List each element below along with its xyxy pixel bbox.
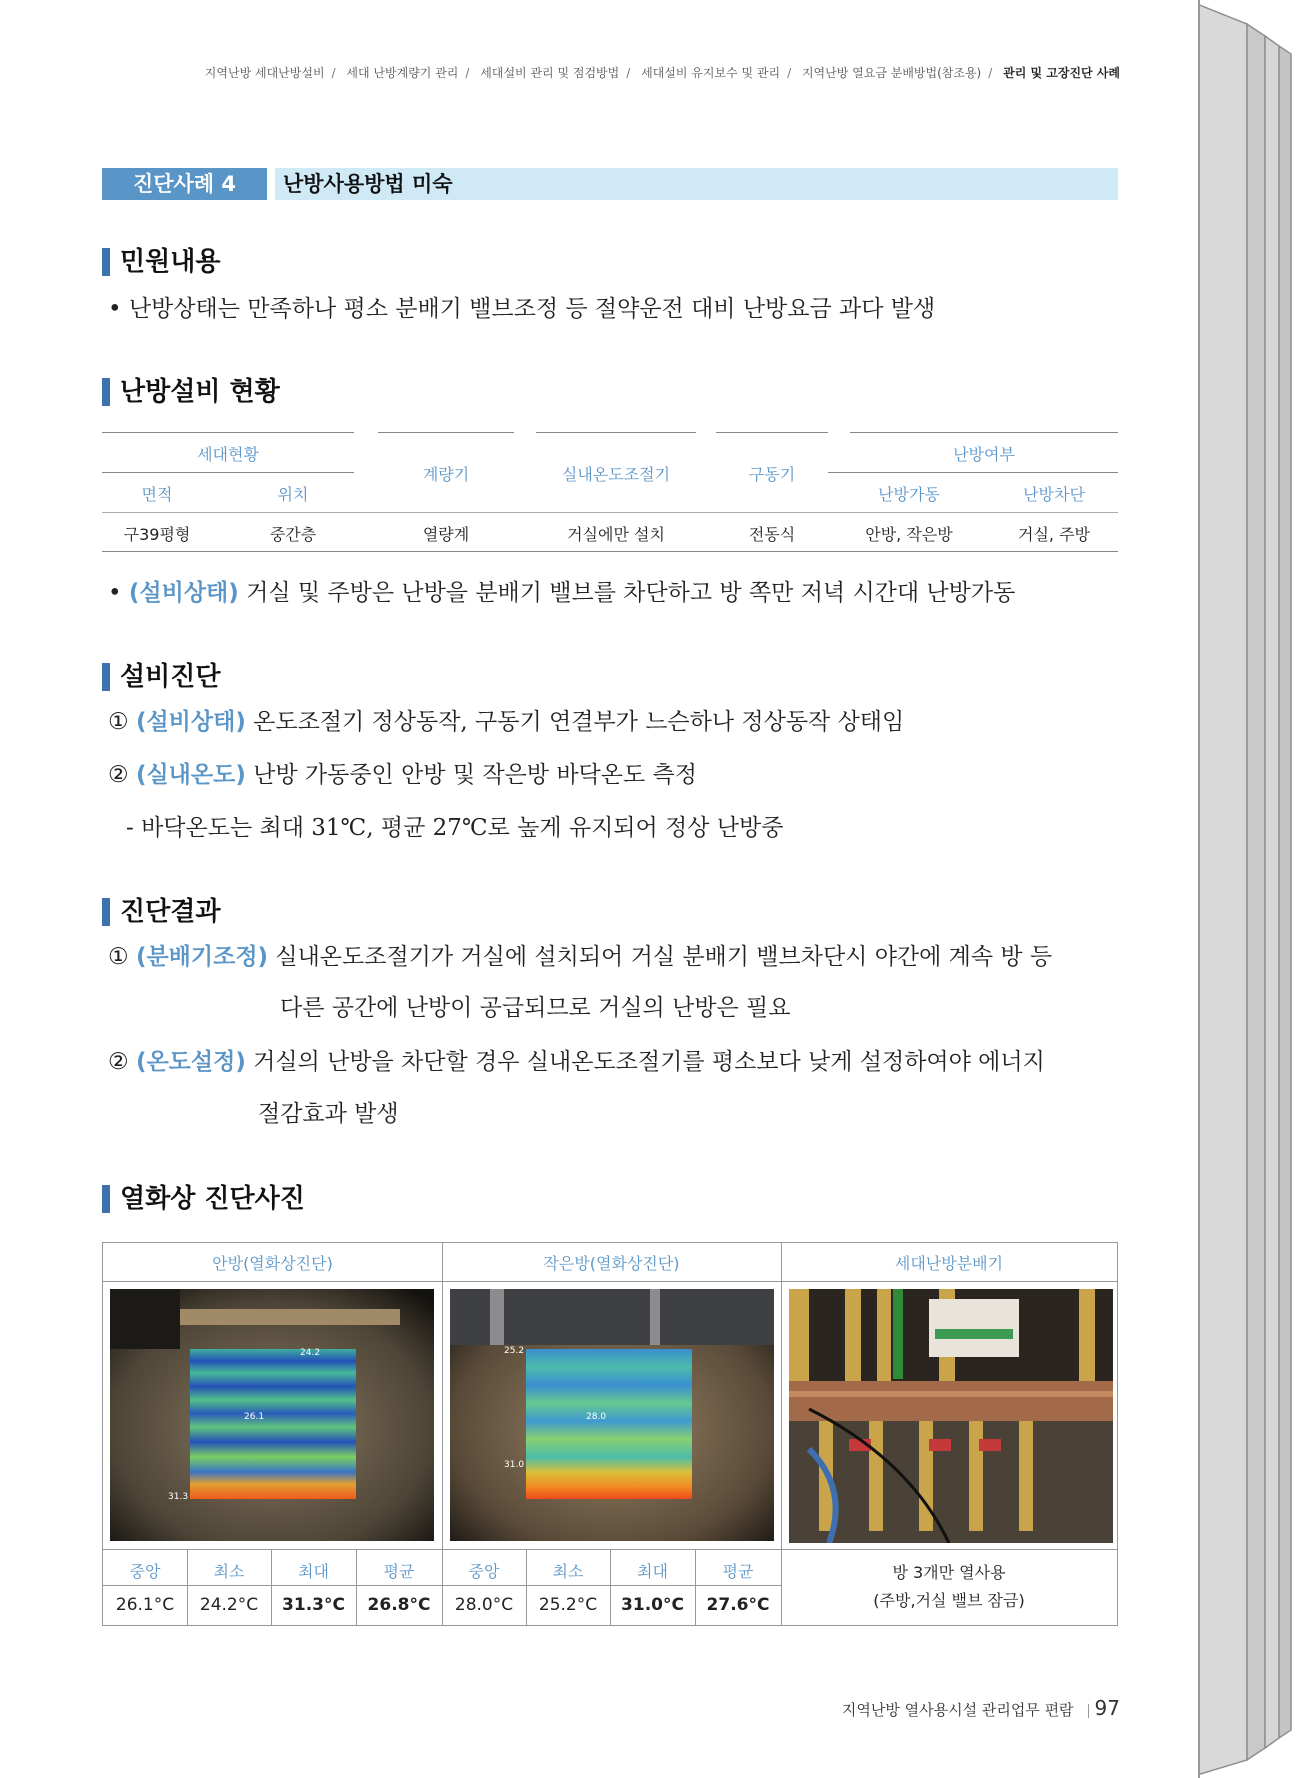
header-actuator: 구동기 <box>748 465 796 484</box>
cell-thermostat: 거실에만 설치 <box>567 525 665 544</box>
diagnosis-sub: - 바닥온도는 최대 31℃, 평균 27℃로 높게 유지되어 정상 난방중 <box>126 815 784 841</box>
room2-max: 31.0°C <box>621 1595 684 1615</box>
room2-label-center: 28.0 <box>586 1412 607 1422</box>
room1-label-center: 26.1 <box>244 1412 265 1422</box>
equipment-table <box>102 432 1118 552</box>
room2-center: 28.0°C <box>454 1595 514 1615</box>
breadcrumb: 지역난방 세대난방설비 / 세대 난방계량기 관리 / 세대설비 관리 및 점검방법 / 세대설비 유지보수 및 관리 / 지역난방 열요금 분배방법(참조용) / 관리 및 고장진단 사례 <box>204 66 1120 80</box>
section-heading-complaint: 민원내용 <box>102 245 220 279</box>
result-item-1-cont: 다른 공간에 난방이 공급되므로 거실의 난방은 필요 <box>280 995 791 1021</box>
room1-label-top: 24.2 <box>300 1348 321 1358</box>
diagnosis-item-1: ① (설비상태) 온도조절기 정상동작, 구동기 연결부가 느슨하나 정상동작 상태임 <box>108 709 905 735</box>
section-heading-diagnosis: 설비진단 <box>102 660 220 694</box>
result-item-2-cont: 절감효과 발생 <box>258 1101 399 1127</box>
room2-header-avg: 평균 <box>722 1562 754 1581</box>
case-number: 진단사례 4 <box>102 168 267 200</box>
room1-header-max: 최대 <box>298 1562 329 1581</box>
room2-header-center: 중앙 <box>468 1562 500 1581</box>
cell-meter: 열량계 <box>422 525 470 544</box>
equipment-note: • (설비상태) 거실 및 주방은 난방을 분배기 밸브를 차단하고 방 쪽만 저녁 시간대 난방가동 <box>108 580 1016 606</box>
room1-header-avg: 평균 <box>383 1562 415 1581</box>
header-heating-off: 난방차단 <box>1023 485 1085 504</box>
note-text: 거실 및 주방은 난방을 분배기 밸브를 차단하고 방 쪽만 저녁 시간대 난방가동 <box>238 580 1016 606</box>
room2-label-bottom: 31.0 <box>504 1460 525 1470</box>
diagnosis-item-2: ② (실내온도) 난방 가동중인 안방 및 작은방 바닥온도 측정 <box>108 762 697 788</box>
footer-title: 지역난방 열사용시설 관리업무 편람 <box>841 1701 1074 1719</box>
breadcrumb-item[interactable]: 지역난방 세대난방설비 <box>204 66 325 80</box>
header-thermostat: 실내온도조절기 <box>561 465 671 484</box>
thermal-table <box>102 1242 1118 1626</box>
thermal-col-room1: 안방(열화상진단) <box>212 1254 333 1273</box>
room1-avg: 26.8°C <box>367 1595 431 1615</box>
header-household: 세대현황 <box>197 445 259 464</box>
section-heading-thermal: 열화상 진단사진 <box>102 1182 305 1216</box>
distributor-photo <box>789 1289 1113 1543</box>
thermal-col-room2: 작은방(열화상진단) <box>543 1254 680 1273</box>
book-edge-decoration <box>1187 0 1297 1778</box>
complaint-text: 난방상태는 만족하나 평소 분배기 밸브조정 등 절약운전 대비 난방요금 과다 발생 <box>128 296 936 322</box>
cell-heating-on: 안방, 작은방 <box>865 525 953 544</box>
case-title: 난방사용방법 미숙 <box>275 168 1118 200</box>
header-area: 면적 <box>141 485 173 504</box>
room1-max: 31.3°C <box>282 1595 345 1615</box>
breadcrumb-item[interactable]: 세대설비 유지보수 및 관리 <box>641 66 781 80</box>
cell-position: 중간층 <box>269 525 317 544</box>
distributor-note-line1: 방 3개만 열사용 <box>892 1563 1006 1582</box>
header-heating-on: 난방가동 <box>878 485 940 504</box>
page-number: 97 <box>1094 1696 1120 1720</box>
room1-header-min: 최소 <box>213 1562 245 1581</box>
thermal-col-distributor: 세대난방분배기 <box>894 1254 1004 1273</box>
room1-label-bottom: 31.3 <box>168 1492 189 1502</box>
room2-header-max: 최대 <box>637 1562 668 1581</box>
note-tag: (설비상태) <box>128 580 239 606</box>
result-item-2: ② (온도설정) 거실의 난방을 차단할 경우 실내온도조절기를 평소보다 낮게 설정하여야 에너지 <box>108 1049 1045 1075</box>
distributor-note-line2: (주방,거실 밸브 잠금) <box>873 1591 1025 1610</box>
result-item-1: ① (분배기조정) 실내온도조절기가 거실에 설치되어 거실 분배기 밸브차단시 야간에 계속 방 등 <box>108 944 1053 970</box>
room1-header-center: 중앙 <box>129 1562 161 1581</box>
section-heading-result: 진단결과 <box>102 895 220 929</box>
breadcrumb-item[interactable]: 세대설비 관리 및 점검방법 <box>480 66 620 80</box>
header-position: 위치 <box>277 485 309 504</box>
room2-min: 25.2°C <box>538 1595 598 1615</box>
breadcrumb-item[interactable]: 지역난방 열요금 분배방법(참조용) <box>801 66 982 80</box>
breadcrumb-current: 관리 및 고장진단 사례 <box>1003 66 1120 80</box>
room1-min: 24.2°C <box>199 1595 259 1615</box>
cell-area: 구39평형 <box>123 525 191 544</box>
cell-heating-off: 거실, 주방 <box>1018 525 1090 544</box>
section-heading-equipment: 난방설비 현황 <box>102 375 280 409</box>
page-footer <box>700 1696 1120 1720</box>
distributor-note <box>781 1559 1117 1615</box>
cell-actuator: 전동식 <box>748 525 796 544</box>
case-header <box>102 168 1118 200</box>
room2-header-min: 최소 <box>552 1562 584 1581</box>
thermal-photo-room2 <box>450 1289 774 1541</box>
complaint-bullet: • 난방상태는 만족하나 평소 분배기 밸브조정 등 절약운전 대비 난방요금 과다 발생 <box>108 296 936 322</box>
header-heating: 난방여부 <box>953 445 1015 464</box>
room2-label-top: 25.2 <box>504 1346 525 1356</box>
header-meter: 계량기 <box>422 465 470 484</box>
room1-center: 26.1°C <box>115 1595 175 1615</box>
thermal-photo-room1 <box>110 1289 434 1541</box>
room2-avg: 27.6°C <box>706 1595 770 1615</box>
breadcrumb-item[interactable]: 세대 난방계량기 관리 <box>346 66 459 80</box>
